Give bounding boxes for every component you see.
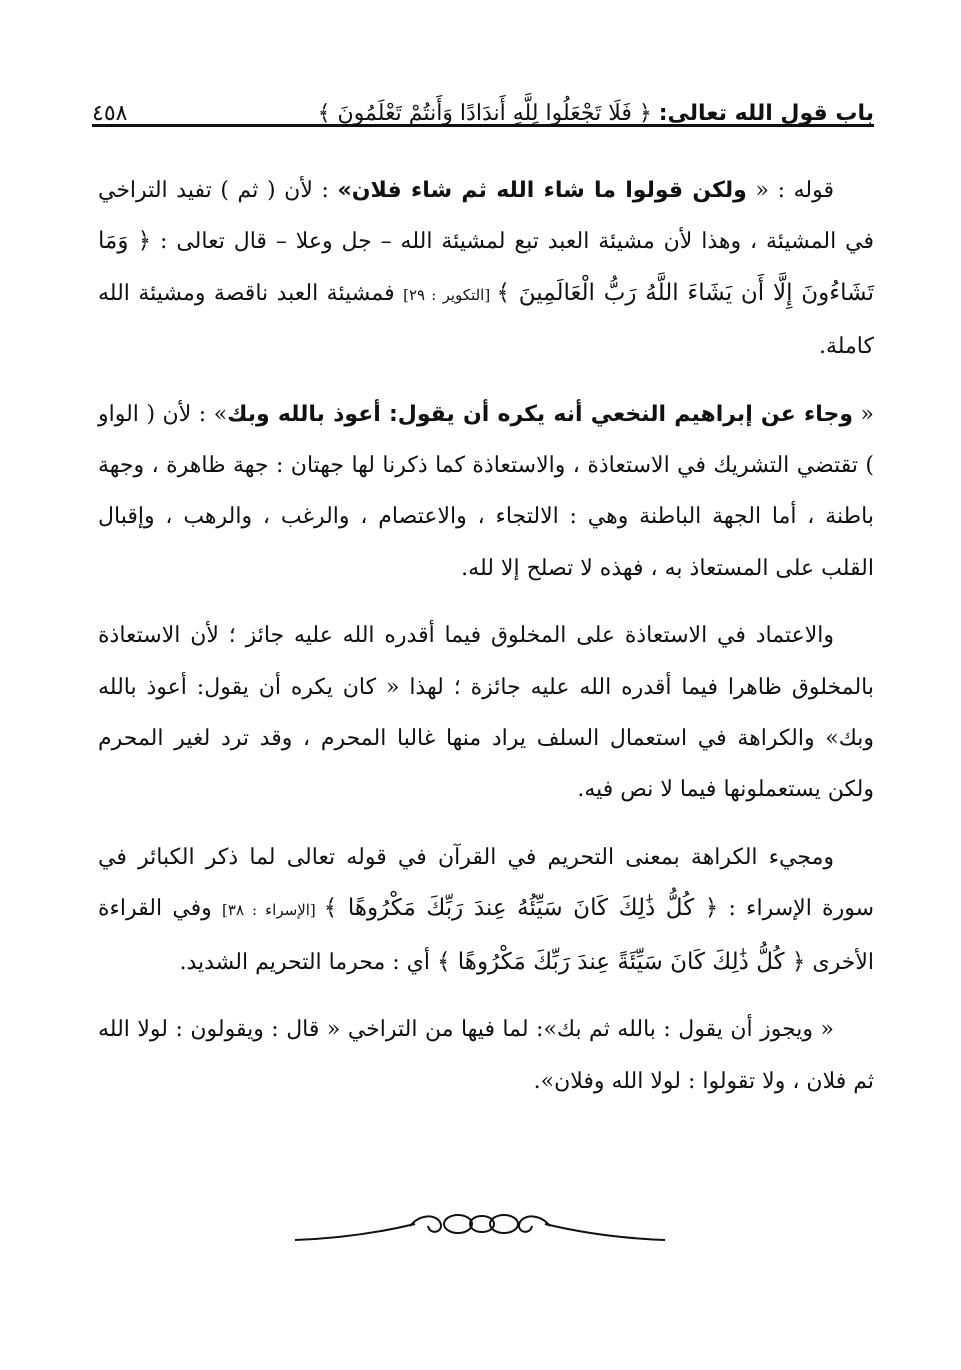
paragraph-5	[98, 1004, 874, 1107]
text-segment: أي : محرما التحريم الشديد.	[179, 949, 438, 975]
text-segment: قوله : «	[746, 178, 835, 203]
verse-reference: [التكوير : ٢٩]	[403, 285, 497, 304]
paragraph-3	[98, 610, 874, 816]
text-segment: فمشيئة العبد ناقصة ومشيئة الله كاملة.	[98, 280, 874, 360]
text-segment: وفي القراءة الأخرى	[98, 896, 874, 975]
chapter-title	[318, 101, 874, 126]
end-ornament-icon	[290, 1208, 670, 1248]
quran-verse: ﴿ وَمَا تَشَاءُونَ إِلَّا أَن يَشَاءَ اللَّهُ رَبُّ الْعَالَمِينَ ﴾	[98, 228, 874, 306]
chapter-title-label: باب قول الله تعالى:	[658, 101, 874, 126]
verse-reference: [الإسراء : ٣٨]	[222, 901, 324, 920]
header-divider	[92, 124, 874, 127]
text-segment: ومجيء الكراهة بمعنى التحريم في القرآن في قوله تعالى لما ذكر الكبائر في سورة الإسراء :	[98, 844, 874, 922]
quran-verse: ﴿ كُلُّ ذَٰلِكَ كَانَ سَيِّئُهُ عِندَ رَبِّكَ مَكْرُوهًا ﴾	[323, 895, 719, 922]
paragraph-1	[98, 165, 874, 373]
text-segment: : لأن ( ثم ) تفيد التراخي في المشيئة ، وهذا لأن مشيئة العبد تبع لمشيئة الله – جل وعلا – قال تعالى :	[98, 178, 874, 255]
page-number: ٤٥٨	[92, 101, 128, 126]
text-segment: والاعتماد في الاستعاذة على المخلوق فيما أقدره الله عليه جائز ؛ لأن الاستعاذة بالمخلوق ظاهرا فيما أقدره الله عليه جائزة ؛ لهذا « كان يكره أن يقول: أعوذ بالله وبك» والكراهة في استعمال السلف يراد منها غالبا المحرم ، وقد ترد لغير المحرم ولكن يستعملونها فيما لا نص فيه.	[98, 623, 874, 803]
chapter-title-verse: ﴿ فَلَا تَجْعَلُوا لِلَّهِ أَندَادًا وَأَنتُمْ تَعْلَمُونَ ﴾	[317, 101, 652, 126]
page-body	[98, 165, 874, 1123]
paragraph-2	[98, 389, 874, 595]
quran-verse: ﴿ كُلُّ ذَٰلِكَ كَانَ سَيِّئَةً عِندَ رَبِّكَ مَكْرُوهًا ﴾	[437, 948, 806, 975]
quoted-text-bold: ولكن قولوا ما شاء الله ثم شاء فلان»	[337, 178, 747, 203]
text-segment: « ويجوز أن يقول : بالله ثم بك»: لما فيها من التراخي « قال : ويقولون : لولا الله ثم فلان ، ولا تقولوا : لولا الله وفلان».	[98, 1017, 874, 1094]
page-header	[92, 78, 874, 126]
quoted-text-bold: وجاء عن إبراهيم النخعي أنه يكره أن يقول: أعوذ بالله وبك	[227, 401, 853, 427]
text-segment: «	[853, 401, 874, 427]
text-segment: » : لأن ( الواو ) تقتضي التشريك في الاستعاذة ، والاستعاذة كما ذكرنا لها جهتان : جهة ظاهرة ، وجهة باطنة ، أما الجهة الباطنة وهي : الالتجاء ، والاعتصام ، والرغب ، والرهب ، وإقبال القلب على المستعاذ به ، فهذه لا تصلح إلا لله.	[98, 401, 874, 581]
paragraph-4	[98, 832, 874, 988]
